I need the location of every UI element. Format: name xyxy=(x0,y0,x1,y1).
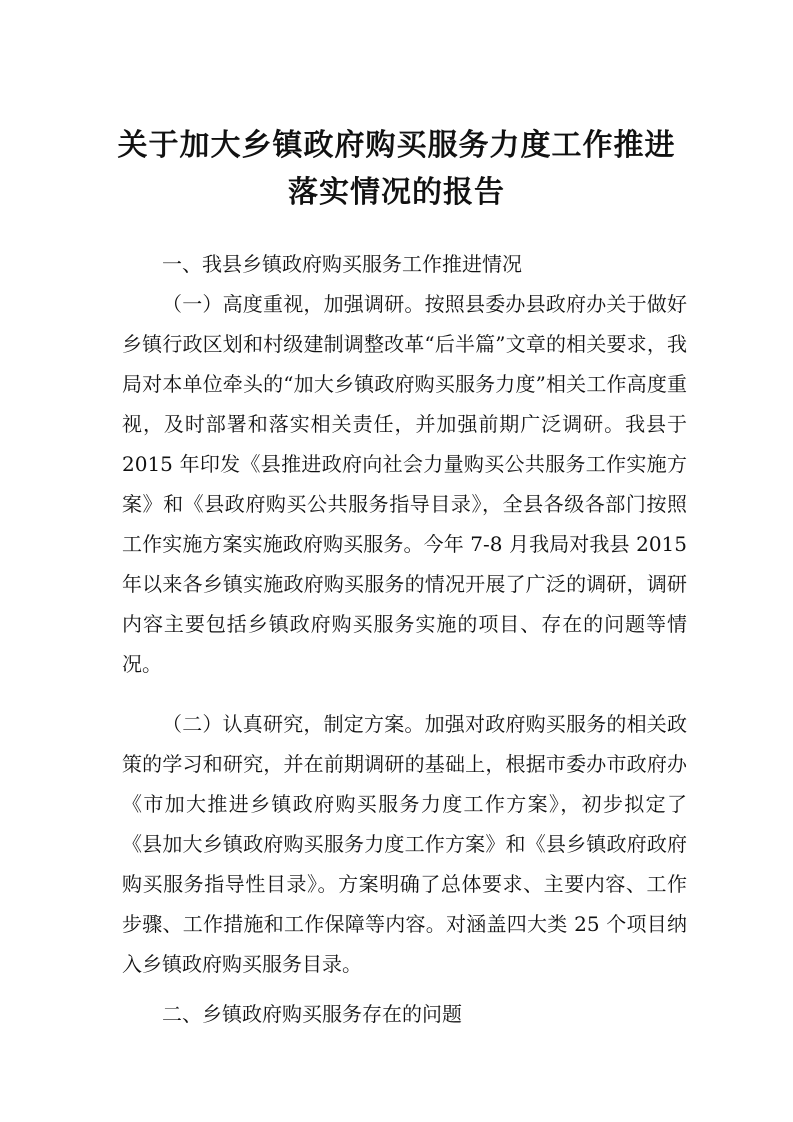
section-2-heading: 二、乡镇政府购买服务存在的问题 xyxy=(162,1002,462,1026)
section-1-heading: 一、我县乡镇政府购买服务工作推进情况 xyxy=(162,252,522,276)
paragraph-2: （二）认真研究，制定方案。加强对政府购买服务的相关政策的学习和研究，并在前期调研的基础上，根据市委办市政府办《市加大推进乡镇政府购买服务力度工作方案》，初步拟定了《县加大乡镇政府购买服务力度工作方案》和《县乡镇政府政府购买服务指导性目录》。方案明确了总体要求、主要内容、工作步骤、工作措施和工作保障等内容。对涵盖四大类 25 个项目纳入乡镇政府购买服务目录。 xyxy=(122,712,687,976)
paragraph-1: （一）高度重视，加强调研。按照县委办县政府办关于做好乡镇行政区划和村级建制调整改革“后半篇”文章的相关要求，我局对本单位牵头的“加大乡镇政府购买服务力度”相关工作高度重视，及时部署和落实相关责任，并加强前期广泛调研。我县于 2015 年印发《县推进政府向社会力量购买公共服务工作实施方案》和《县政府购买公共服务指导目录》，全县各级各部门按照工作实施方案实施政府购买服务。今年 7-8 月我局对我县 2015 年以来各乡镇实施政府购买服务的情况开展了广泛的调研，调研内容主要包括乡镇政府购买服务实施的项目、存在的问题等情况。 xyxy=(122,292,687,676)
document-title-line-2: 落实情况的报告 xyxy=(288,175,505,210)
document-title-line-1: 关于加大乡镇政府购买服务力度工作推进 xyxy=(117,128,676,163)
